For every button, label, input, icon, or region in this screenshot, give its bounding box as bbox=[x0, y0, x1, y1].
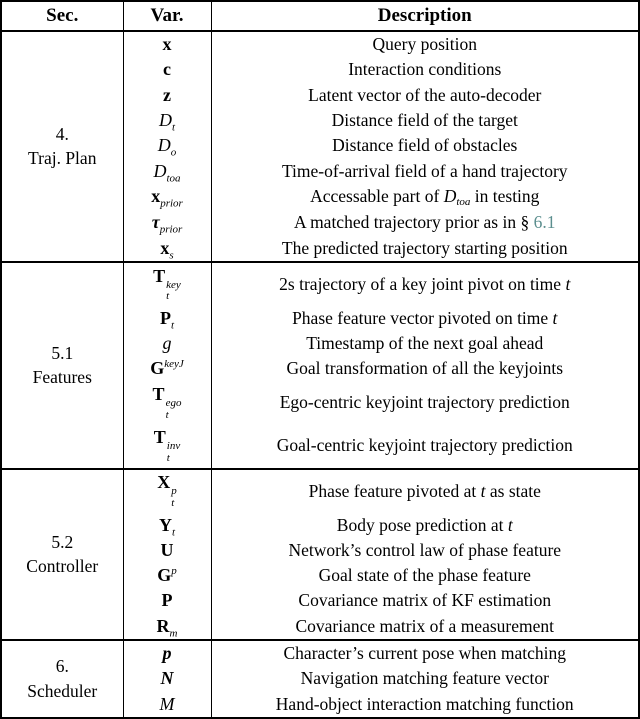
description-cell bbox=[211, 158, 639, 183]
var-cell bbox=[123, 210, 211, 235]
desc-text: Character’s current pose when matching bbox=[283, 643, 566, 664]
description-cell bbox=[211, 356, 639, 381]
description-cell bbox=[211, 306, 639, 331]
desc-text: The predicted trajectory starting position bbox=[281, 237, 568, 258]
description-cell bbox=[211, 614, 639, 640]
var-cell bbox=[123, 158, 211, 183]
table-group bbox=[1, 469, 639, 640]
var-cell bbox=[123, 666, 211, 691]
desc-text: t bbox=[507, 514, 513, 535]
desc-text: Phase feature pivoted at bbox=[308, 480, 481, 501]
col-header-var: Var. bbox=[123, 1, 211, 31]
section-name: Traj. Plan bbox=[28, 148, 97, 169]
var-cell bbox=[123, 331, 211, 356]
desc-text: Timestamp of the next goal ahead bbox=[306, 333, 544, 354]
header-row bbox=[1, 1, 639, 31]
math-variable: $D_t$ bbox=[158, 110, 176, 134]
description-cell bbox=[211, 331, 639, 356]
description-cell bbox=[211, 538, 639, 563]
table-group bbox=[1, 640, 639, 718]
desc-text: Goal-centric keyjoint trajectory prediction bbox=[276, 435, 573, 456]
description-cell bbox=[211, 513, 639, 538]
section-cell bbox=[1, 31, 123, 262]
description-cell bbox=[211, 469, 639, 513]
math-variable: g bbox=[162, 333, 172, 354]
math-variable: M bbox=[159, 693, 175, 714]
math-variable: $D_{toa}$ bbox=[153, 160, 181, 184]
math-variable: $R_m$ bbox=[156, 615, 178, 640]
desc-text: Goal transformation of all the keyjoints bbox=[286, 358, 564, 379]
var-cell bbox=[123, 692, 211, 718]
desc-text: Phase feature vector pivoted on time bbox=[292, 307, 553, 328]
math-variable: $\tau_{prior}$ bbox=[151, 212, 183, 236]
math-variable: U bbox=[160, 539, 174, 560]
table-row bbox=[1, 469, 639, 513]
var-cell bbox=[123, 83, 211, 108]
math-variable: X p t bbox=[157, 472, 177, 510]
table-header bbox=[1, 1, 639, 31]
math-variable: $x_{prior}$ bbox=[151, 186, 183, 210]
description-cell bbox=[211, 382, 639, 425]
math-variable: $G^p$ bbox=[157, 565, 177, 586]
description-cell bbox=[211, 666, 639, 691]
var-cell bbox=[123, 513, 211, 538]
description-cell bbox=[211, 108, 639, 133]
var-cell bbox=[123, 184, 211, 210]
desc-text: t bbox=[552, 307, 558, 328]
desc-text: t bbox=[565, 273, 571, 294]
section-name: Scheduler bbox=[27, 680, 98, 701]
math-variable: c bbox=[163, 59, 171, 80]
var-cell bbox=[123, 382, 211, 425]
desc-text: Hand-object interaction matching function bbox=[275, 693, 574, 714]
math-variable: $D_o$ bbox=[157, 135, 177, 159]
var-cell bbox=[123, 469, 211, 513]
math-variable: T inv t bbox=[153, 427, 181, 464]
description-cell bbox=[211, 563, 639, 588]
section-number: 5.2 bbox=[51, 531, 74, 552]
desc-text: D bbox=[443, 185, 457, 206]
math-variable: T ego t bbox=[152, 384, 182, 421]
desc-text: Distance field of obstacles bbox=[332, 135, 518, 156]
description-cell bbox=[211, 692, 639, 718]
table-row bbox=[1, 640, 639, 666]
math-variable: p bbox=[162, 643, 172, 664]
math-variable: N bbox=[160, 668, 174, 689]
section-number: 5.1 bbox=[51, 342, 74, 363]
math-variable: $x_s$ bbox=[160, 237, 174, 262]
section-name: Controller bbox=[26, 556, 99, 577]
section-ref-link[interactable]: 6.1 bbox=[533, 212, 556, 233]
description-cell bbox=[211, 133, 639, 158]
math-variable: $P_t$ bbox=[159, 307, 175, 331]
description-cell bbox=[211, 424, 639, 468]
desc-text: Body pose prediction at bbox=[336, 514, 508, 535]
math-variable: $G^{keyJ}$ bbox=[150, 358, 184, 379]
var-cell bbox=[123, 133, 211, 158]
var-cell bbox=[123, 57, 211, 82]
section-number: 6. bbox=[55, 656, 69, 677]
desc-text: Ego-centric keyjoint trajectory prediction bbox=[279, 392, 570, 413]
section-cell bbox=[1, 640, 123, 718]
desc-text: Accessable part of bbox=[310, 185, 444, 206]
table-row bbox=[1, 262, 639, 306]
math-variable: T key t bbox=[153, 265, 181, 303]
table-row bbox=[1, 31, 639, 57]
desc-text: 2s trajectory of a key joint pivot on time bbox=[279, 273, 566, 294]
var-cell bbox=[123, 356, 211, 381]
var-cell bbox=[123, 31, 211, 57]
desc-text: Time-of-arrival field of a hand trajectory bbox=[281, 160, 568, 181]
desc-text: Query position bbox=[372, 34, 477, 55]
description-cell bbox=[211, 83, 639, 108]
math-variable: P bbox=[161, 590, 173, 611]
desc-text: Latent vector of the auto-decoder bbox=[308, 84, 542, 105]
table-group bbox=[1, 31, 639, 262]
math-variable: $Y_t$ bbox=[158, 514, 176, 538]
description-cell bbox=[211, 210, 639, 235]
description-cell bbox=[211, 57, 639, 82]
var-cell bbox=[123, 614, 211, 640]
var-cell bbox=[123, 563, 211, 588]
section-cell bbox=[1, 469, 123, 640]
var-cell bbox=[123, 588, 211, 613]
description-cell bbox=[211, 31, 639, 57]
var-cell bbox=[123, 424, 211, 468]
description-cell bbox=[211, 184, 639, 210]
desc-text: Distance field of the target bbox=[331, 110, 518, 131]
var-cell bbox=[123, 262, 211, 306]
desc-text: Interaction conditions bbox=[348, 59, 502, 80]
table-group bbox=[1, 262, 639, 469]
desc-text: toa bbox=[456, 195, 471, 208]
section-name: Features bbox=[32, 367, 92, 388]
var-cell bbox=[123, 108, 211, 133]
desc-text: Navigation matching feature vector bbox=[300, 668, 549, 689]
description-cell bbox=[211, 588, 639, 613]
math-variable: x bbox=[162, 34, 172, 55]
description-cell bbox=[211, 640, 639, 666]
col-header-description: Description bbox=[211, 1, 639, 31]
desc-text: t bbox=[480, 480, 486, 501]
col-header-sec: Sec. bbox=[1, 1, 123, 31]
desc-text: Goal state of the phase feature bbox=[318, 565, 531, 586]
section-number: 4. bbox=[55, 123, 69, 144]
desc-text: Covariance matrix of KF estimation bbox=[298, 590, 552, 611]
var-cell bbox=[123, 538, 211, 563]
desc-text: as state bbox=[485, 480, 541, 501]
var-cell bbox=[123, 306, 211, 331]
math-variable: z bbox=[163, 84, 171, 105]
var-cell bbox=[123, 235, 211, 261]
description-cell bbox=[211, 262, 639, 306]
desc-text: A matched trajectory prior as in § bbox=[294, 212, 534, 233]
desc-text: in testing bbox=[470, 185, 540, 206]
desc-text: Network’s control law of phase feature bbox=[288, 539, 562, 560]
desc-text: Covariance matrix of a measurement bbox=[295, 615, 554, 636]
section-cell bbox=[1, 262, 123, 469]
description-cell bbox=[211, 235, 639, 261]
var-cell bbox=[123, 640, 211, 666]
